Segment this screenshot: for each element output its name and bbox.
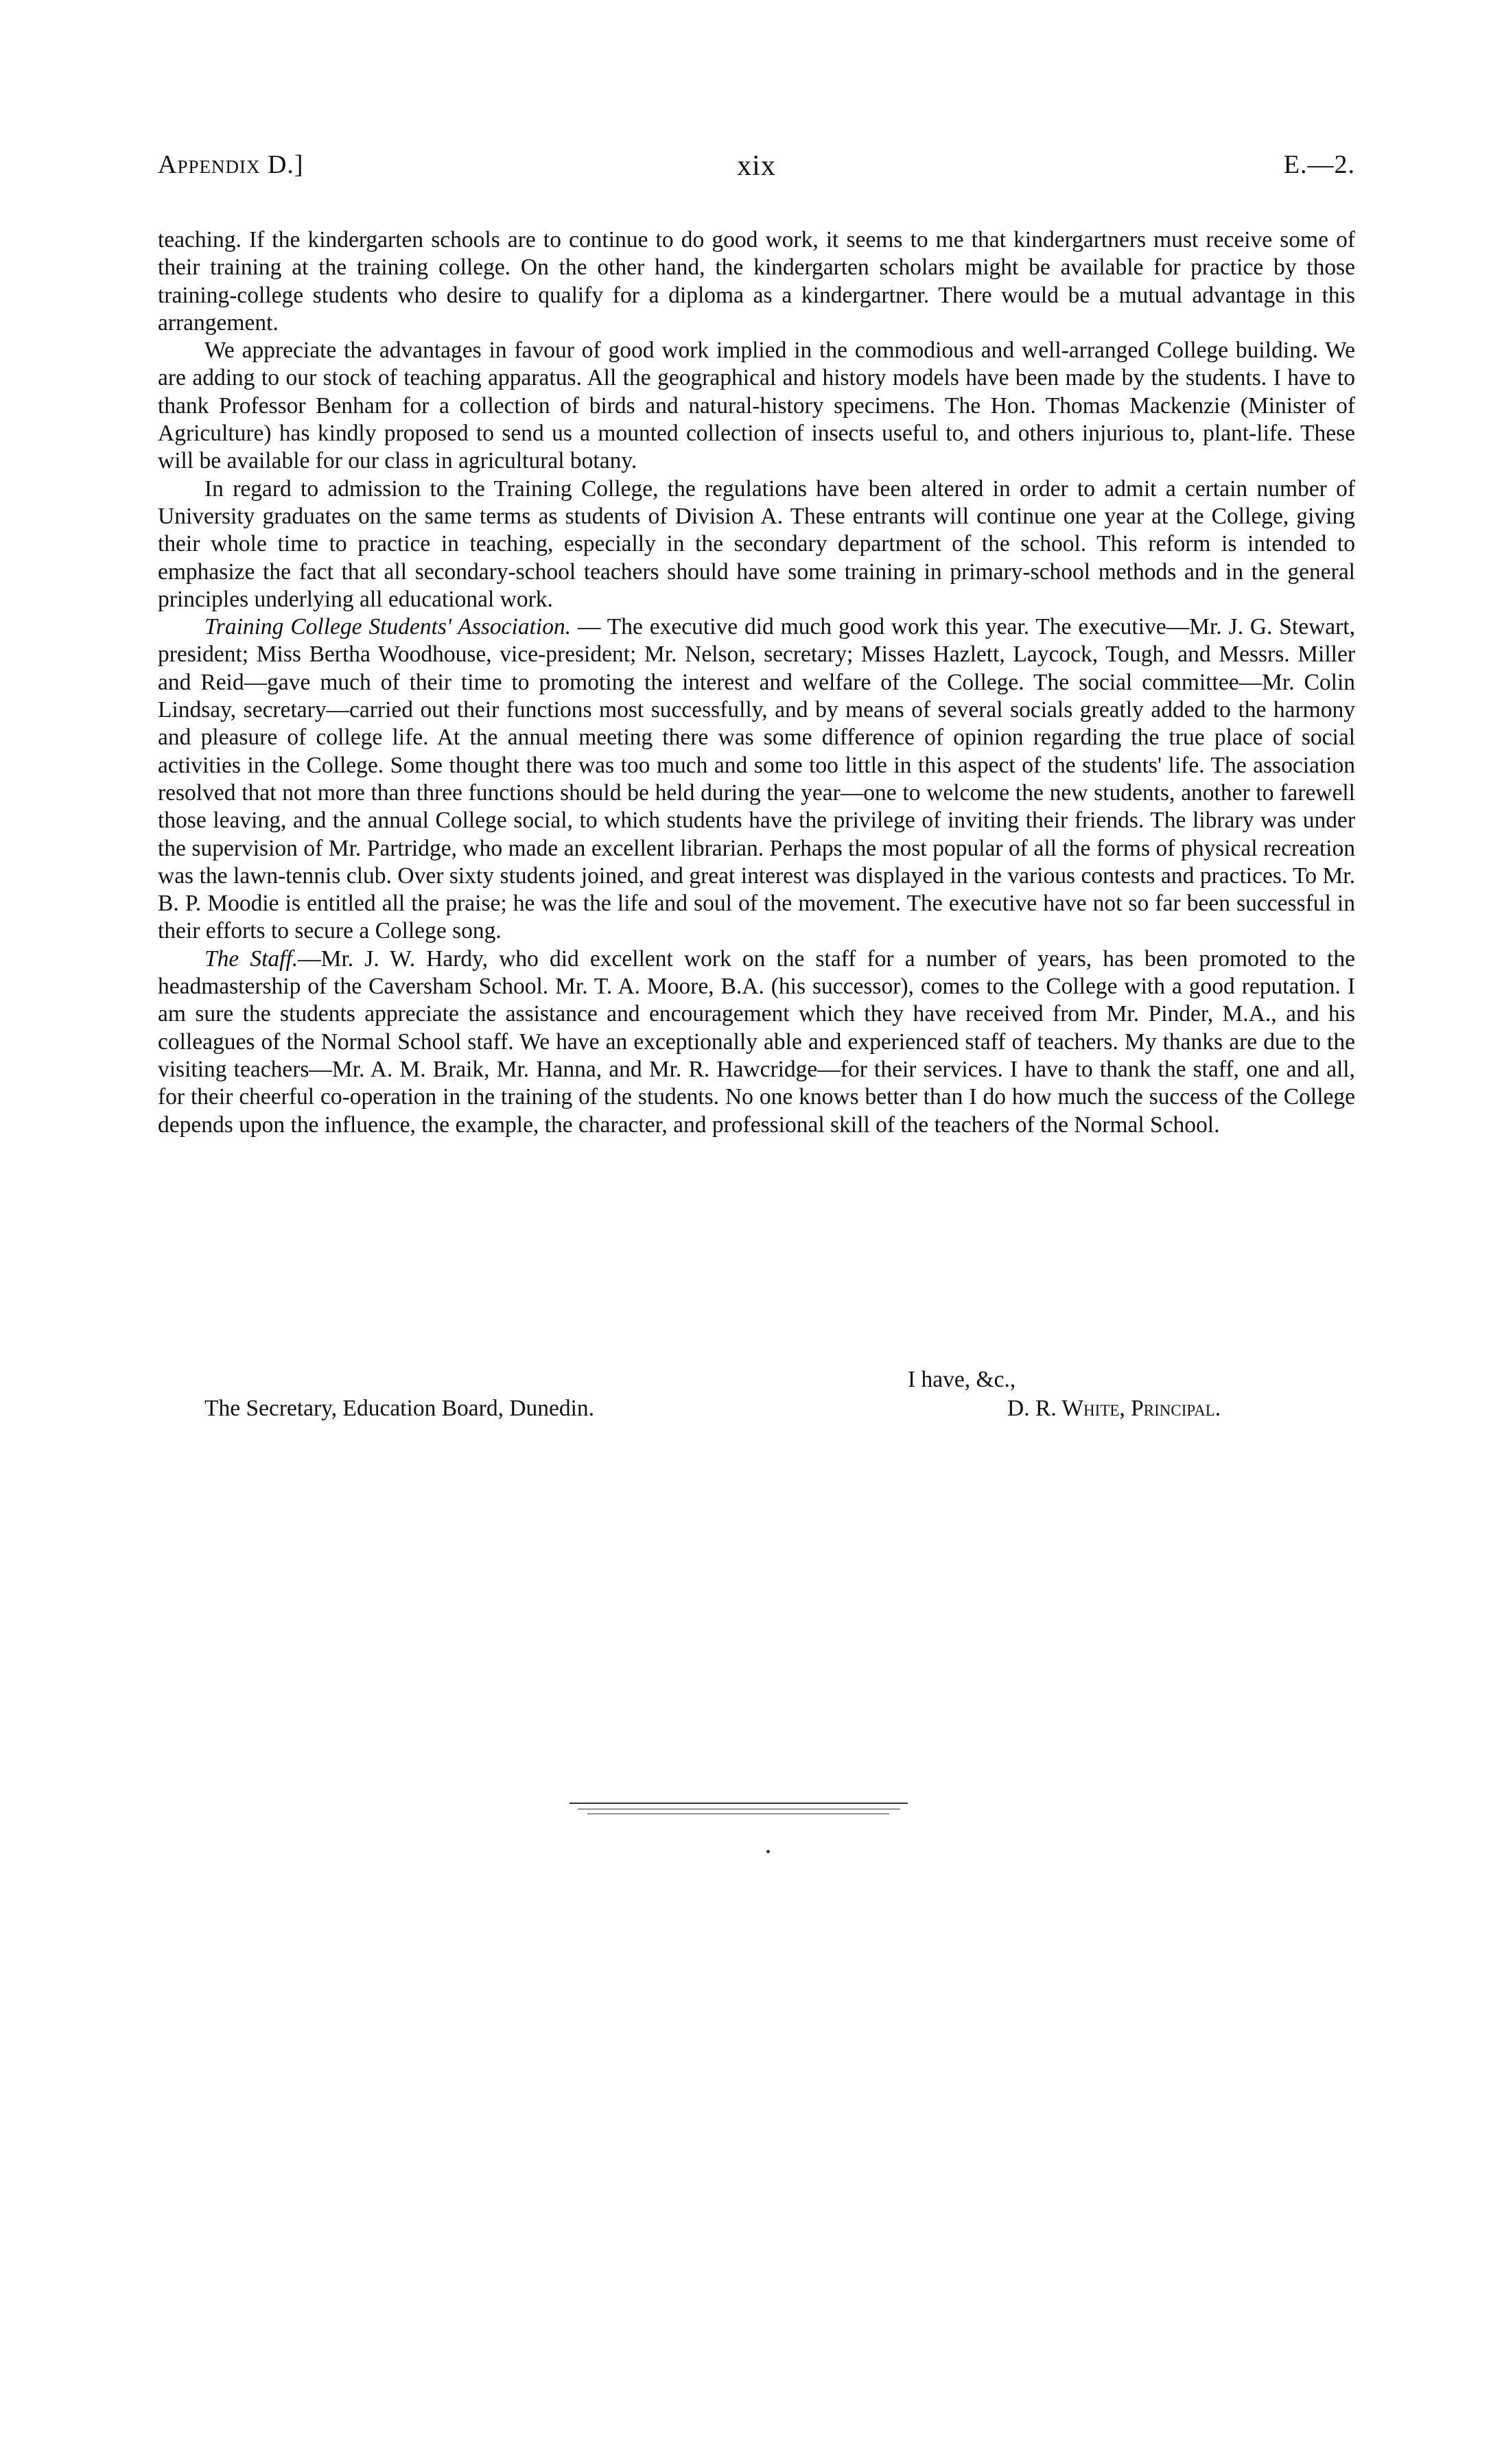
section-heading: Training College Students' Association.	[204, 614, 572, 640]
running-header	[158, 150, 1355, 191]
header-document-code: E.—2.	[1283, 150, 1355, 179]
paragraph-text: We appreciate the advantages in favour of good work implied in the commodious and well-arranged College building. We are adding to our stock of teaching apparatus. All the geographical and history models have been made by the students. I have to thank Professor Benham for a collection of birds and natural-history specimens. The Hon. Thomas Mackenzie (Minister of Agriculture) has kindly proposed to send us a mounted collection of insects useful to, and others injurious to, plant-life. These will be available for our class in agricultural botany.	[158, 338, 1355, 474]
section-heading: The Staff.	[204, 946, 298, 972]
closing-signature: D. R. White, Principal.	[1007, 1396, 1221, 1421]
paragraph-text: — The executive did much good work this year. The executive—Mr. J. G. Stewart, president; Miss Bertha Woodhouse, vice-president; Mr. Nelson, secretary; Misses Hazlett, Laycock, Tough, and Messrs. Miller and Reid—gave much of their time to promoting the interest and welfare of the College. The social committee—Mr. Colin Lindsay, secretary—carried out their functions most successfully, and by means of several socials greatly added to the harmony and pleasure of college life. At the annual meeting there was some difference of opinion regarding the true place of social activities in the College. Some thought there was too much and some too little in this aspect of the students' life. The association resolved that not more than three functions should be held during the year—one to welcome the new students, another to farewell those leaving, and the annual College social, to which students have the privilege of inviting their friends. The library was under the supervision of Mr. Partridge, who made an excellent librarian. Perhaps the most popular of all the forms of physical recreation was the lawn-tennis club. Over sixty students joined, and great interest was displayed in the various contests and practices. To Mr. B. P. Moodie is entitled all the praise; he was the life and soul of the movement. The executive have not so far been successful in their efforts to secure a College song.	[158, 614, 1355, 944]
closing-addressee: The Secretary, Education Board, Dunedin.	[204, 1396, 595, 1421]
paragraph-text: —Mr. J. W. Hardy, who did excellent work on the staff for a number of years, has been promoted to the headmastership of the Caversham School. Mr. T. A. Moore, B.A. (his successor), comes to the College with a good reputation. I am sure the students appreciate the assistance and encouragement which they have received from Mr. Pinder, M.A., and his colleagues of the Normal School staff. We have an exceptionally able and experienced staff of teachers. My thanks are due to the visiting teachers—Mr. A. M. Braik, Mr. Hanna, and Mr. R. Hawcridge—for their services. I have to thank the staff, one and all, for their cheerful co-operation in the training of the students. No one knows better than I do how much the success of the College depends upon the influence, the example, the character, and professional skill of the teachers of the Normal School.	[158, 946, 1355, 1138]
paragraph-staff	[158, 946, 1355, 1139]
closing-salutation: I have, &c.,	[908, 1367, 1016, 1392]
paragraph-text: In regard to admission to the Training College, the regulations have been altered in order to admit a certain number of University graduates on the same terms as students of Division A. These entrants will continue one year at the College, giving their whole time to practice in teaching, especially in the secondary department of the school. This reform is intended to emphasize the fact that all secondary-school teachers should have some training in primary-school methods and in the general principles underlying all educational work.	[158, 476, 1355, 612]
paragraph-admission	[158, 476, 1355, 613]
report-body	[158, 226, 1355, 1139]
paragraph-kindergarten	[158, 226, 1355, 337]
paragraph-text: teaching. If the kindergarten schools are to continue to do good work, it seems to me that kindergartners must receive some of their training at the training college. On the other hand, the kindergarten scholars might be available for practice by those training-college students who desire to qualify for a diploma as a kindergartner. There would be a mutual advantage in this arrangement.	[158, 227, 1355, 336]
header-page-number: xix	[737, 150, 776, 182]
end-rule	[570, 1803, 908, 1804]
paragraph-students-association	[158, 613, 1355, 946]
end-ornament	[766, 1850, 770, 1853]
header-appendix-label: Appendix D.]	[158, 150, 304, 179]
letter-closing	[158, 1367, 1355, 1429]
paragraph-apparatus	[158, 337, 1355, 475]
